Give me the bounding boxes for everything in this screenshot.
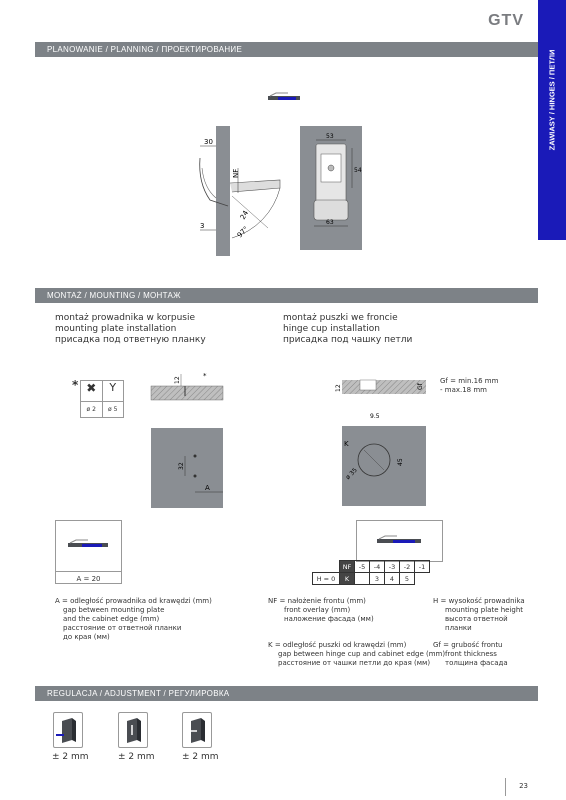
legend-gf: Gf = grubość frontu front thickness толщина фасада <box>433 641 508 667</box>
hinge-cup-diagram <box>330 368 430 508</box>
section-bar-adjustment: REGULACJA / ADJUSTMENT / РЕГУЛИРОВКА <box>35 686 538 701</box>
hinge-icon <box>268 93 300 100</box>
dim-nf: NF <box>232 168 240 178</box>
sidebar-label: ZAWIASY / HINGES / ПЕТЛИ <box>547 49 557 151</box>
adjust-label-1: ± 2 mm <box>52 752 89 762</box>
a-box <box>55 520 122 584</box>
screw-icon: ✖ <box>81 381 103 401</box>
legend-h: H = wysokość prowadnika mounting plate height высота ответной планки <box>433 597 525 632</box>
dim-54: 54 <box>354 167 362 174</box>
dim-30: 30 <box>204 138 213 146</box>
brand-logo: GTV <box>488 12 524 29</box>
page-number: 23 <box>519 782 528 790</box>
cabinet-side <box>216 126 230 256</box>
section-bar-planning: PLANOWANIE / PLANNING / ПРОЕКТИРОВАНИЕ <box>35 42 538 57</box>
dim-gf: Gf <box>417 383 424 390</box>
side-adjust-icon <box>182 712 212 748</box>
mounting-left-title: montaż prowadnika w korpusie mounting plate installation присадка под ответную планку <box>55 313 206 345</box>
dim-3: 3 <box>200 222 205 230</box>
dim-45: 45 <box>397 458 404 466</box>
screw-head-icon: Y <box>109 381 117 394</box>
dim-12-left: 12 <box>174 376 181 384</box>
dim-63: 63 <box>326 219 334 226</box>
dim-12-right: 12 <box>335 384 342 392</box>
nf-table: NF -5 -4 -3 -2 -1 H = 0 K 3 4 5 <box>312 560 430 585</box>
height-adjust-icon <box>118 712 148 748</box>
gf-note: Gf = min.16 mm - max.18 mm <box>440 377 499 394</box>
dim-24: 24 <box>238 209 251 221</box>
dim-a: A <box>205 484 210 492</box>
dim-53: 53 <box>326 133 334 140</box>
hinge-icon-a <box>56 521 121 567</box>
star-label: * <box>203 372 207 380</box>
hinge-icon-nf <box>357 521 442 561</box>
legend-a: A = odległość prowadnika od krawędzi (mm) gap between mounting plate and the cabinet edge (mm) расстояние от ответной планки до края (мм) <box>55 597 212 641</box>
mounting-plate-diagram <box>145 368 225 508</box>
mounting-right-title: montaż puszki we froncie hinge cup installation присадка под чашку петли <box>283 313 413 345</box>
adjust-label-3: ± 2 mm <box>182 752 219 762</box>
a-value: A = 20 <box>56 571 121 587</box>
footer-divider <box>505 778 506 796</box>
nf-box <box>356 520 443 562</box>
dim-9-5: 9.5 <box>370 413 380 420</box>
dim-35: ø 35 <box>344 466 359 482</box>
dim-32: 32 <box>178 462 185 470</box>
planning-diagram <box>180 88 400 258</box>
adjust-label-2: ± 2 mm <box>118 752 155 762</box>
dim-k: K <box>344 440 349 448</box>
asterisk-mark: * <box>72 378 79 392</box>
section-bar-mounting: MONTAŻ / MOUNTING / МОНТАЖ <box>35 288 538 303</box>
screw-size-right: ø 5 <box>108 406 118 413</box>
legend-k: K = odległość puszki od krawędzi (mm) gap between hinge cup and cabinet edge (mm) расстояние от чашки петли до края (мм) <box>268 641 446 667</box>
depth-adjust-icon <box>53 712 83 748</box>
screw-size-left: ø 2 <box>81 402 103 417</box>
sidebar-tab <box>538 0 566 240</box>
dim-angle: 97° <box>235 224 251 240</box>
legend-nf: NF = nałożenie frontu (mm) front overlay (mm) наложение фасада (мм) <box>268 597 374 623</box>
screw-table <box>80 380 124 418</box>
